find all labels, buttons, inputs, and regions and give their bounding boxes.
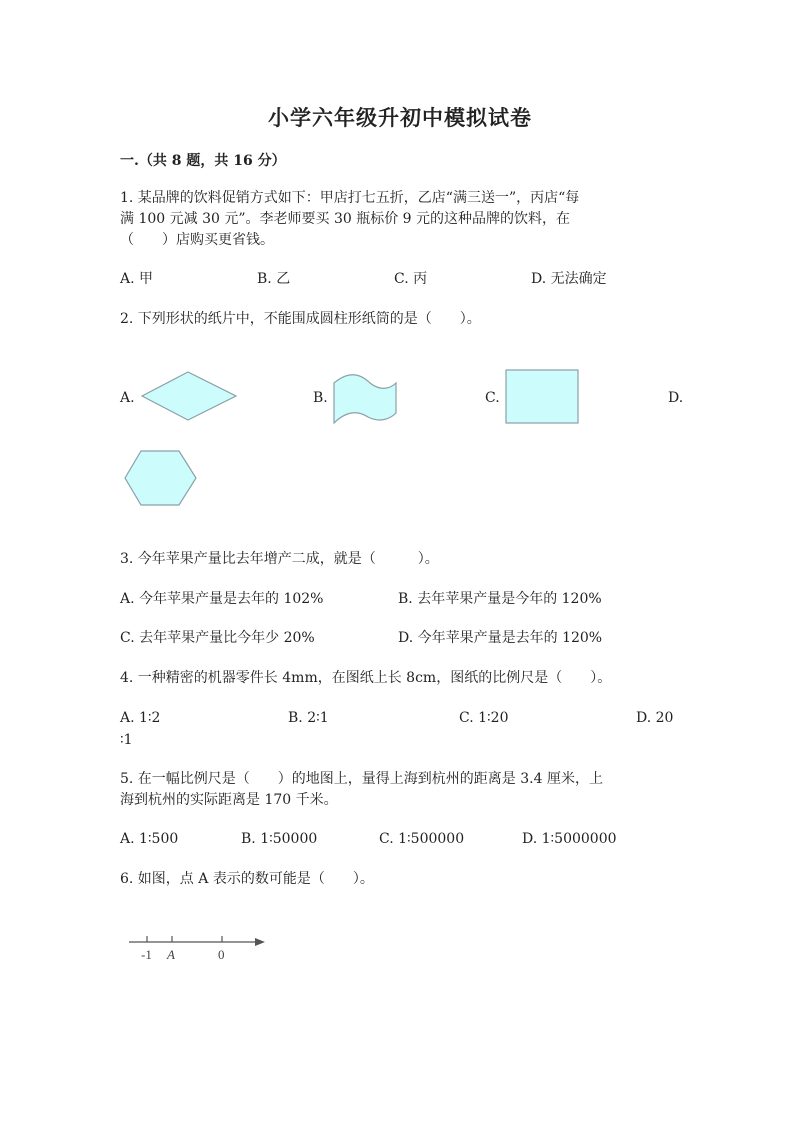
question-2-label-b: B. bbox=[313, 390, 328, 406]
question-1-line-2: 满 100 元减 30 元”。李老师要买 30 瓶标价 9 元的这种品牌的饮料，在 bbox=[120, 211, 571, 227]
question-4-option-c: C. 1∶20 bbox=[459, 710, 509, 726]
label-a: A bbox=[167, 947, 175, 962]
question-3-option-c: C. 去年苹果产量比今年少 20% bbox=[120, 630, 315, 646]
question-1-option-b: B. 乙 bbox=[257, 271, 291, 287]
rectangle-shape bbox=[505, 369, 581, 425]
question-4-option-a: A. 1∶2 bbox=[120, 710, 161, 726]
question-5-option-b: B. 1∶50000 bbox=[241, 831, 318, 847]
question-2-label-a: A. bbox=[120, 390, 135, 406]
number-line bbox=[125, 930, 275, 964]
question-2-label-c: C. bbox=[485, 390, 500, 406]
question-6-text: 6. 如图，点 A 表示的数可能是（ ）。 bbox=[120, 871, 374, 887]
question-4-option-b: B. 2∶1 bbox=[288, 710, 329, 726]
question-5-option-a: A. 1∶500 bbox=[120, 831, 179, 847]
question-1-option-a: A. 甲 bbox=[120, 271, 154, 287]
question-5-line-2: 海到杭州的实际距离是 170 千米。 bbox=[120, 792, 338, 808]
question-4-option-d: D. 20 bbox=[636, 710, 674, 726]
question-4-option-d-wrap: ∶1 bbox=[120, 732, 133, 748]
question-5-line-1: 5. 在一幅比例尺是（ ）的地图上，量得上海到杭州的距离是 3.4 厘米，上 bbox=[120, 771, 603, 787]
question-3-text: 3. 今年苹果产量比去年增产二成，就是（ ）。 bbox=[120, 551, 439, 567]
question-1-option-c: C. 丙 bbox=[394, 271, 428, 287]
question-1-line-3: （ ）店购买更省钱。 bbox=[120, 232, 274, 248]
section-header: 一.（共 8 题，共 16 分） bbox=[120, 153, 286, 169]
question-3-option-a: A. 今年苹果产量是去年的 102% bbox=[120, 591, 324, 607]
rhombus-shape bbox=[140, 370, 240, 422]
label-minus-one: -1 bbox=[141, 947, 152, 962]
hexagon-shape bbox=[124, 450, 200, 508]
question-3-option-b: B. 去年苹果产量是今年的 120% bbox=[398, 591, 602, 607]
question-2-text: 2. 下列形状的纸片中，不能围成圆柱形纸筒的是（ ）。 bbox=[120, 311, 481, 327]
question-5-option-d: D. 1∶5000000 bbox=[522, 831, 617, 847]
question-5-option-c: C. 1∶500000 bbox=[379, 831, 465, 847]
question-1-line-1: 1. 某品牌的饮料促销方式如下：甲店打七五折，乙店“满三送一”，丙店“每 bbox=[120, 190, 580, 206]
question-2-label-d: D. bbox=[668, 390, 684, 406]
page-title: 小学六年级升初中模拟试卷 bbox=[268, 105, 532, 130]
question-4-text: 4. 一种精密的机器零件长 4mm，在图纸上长 8cm，图纸的比例尺是（ ）。 bbox=[120, 670, 612, 686]
question-3-option-d: D. 今年苹果产量是去年的 120% bbox=[398, 630, 603, 646]
label-zero: 0 bbox=[218, 947, 225, 962]
wavy-shape bbox=[330, 375, 402, 427]
question-1-option-d: D. 无法确定 bbox=[531, 271, 607, 287]
